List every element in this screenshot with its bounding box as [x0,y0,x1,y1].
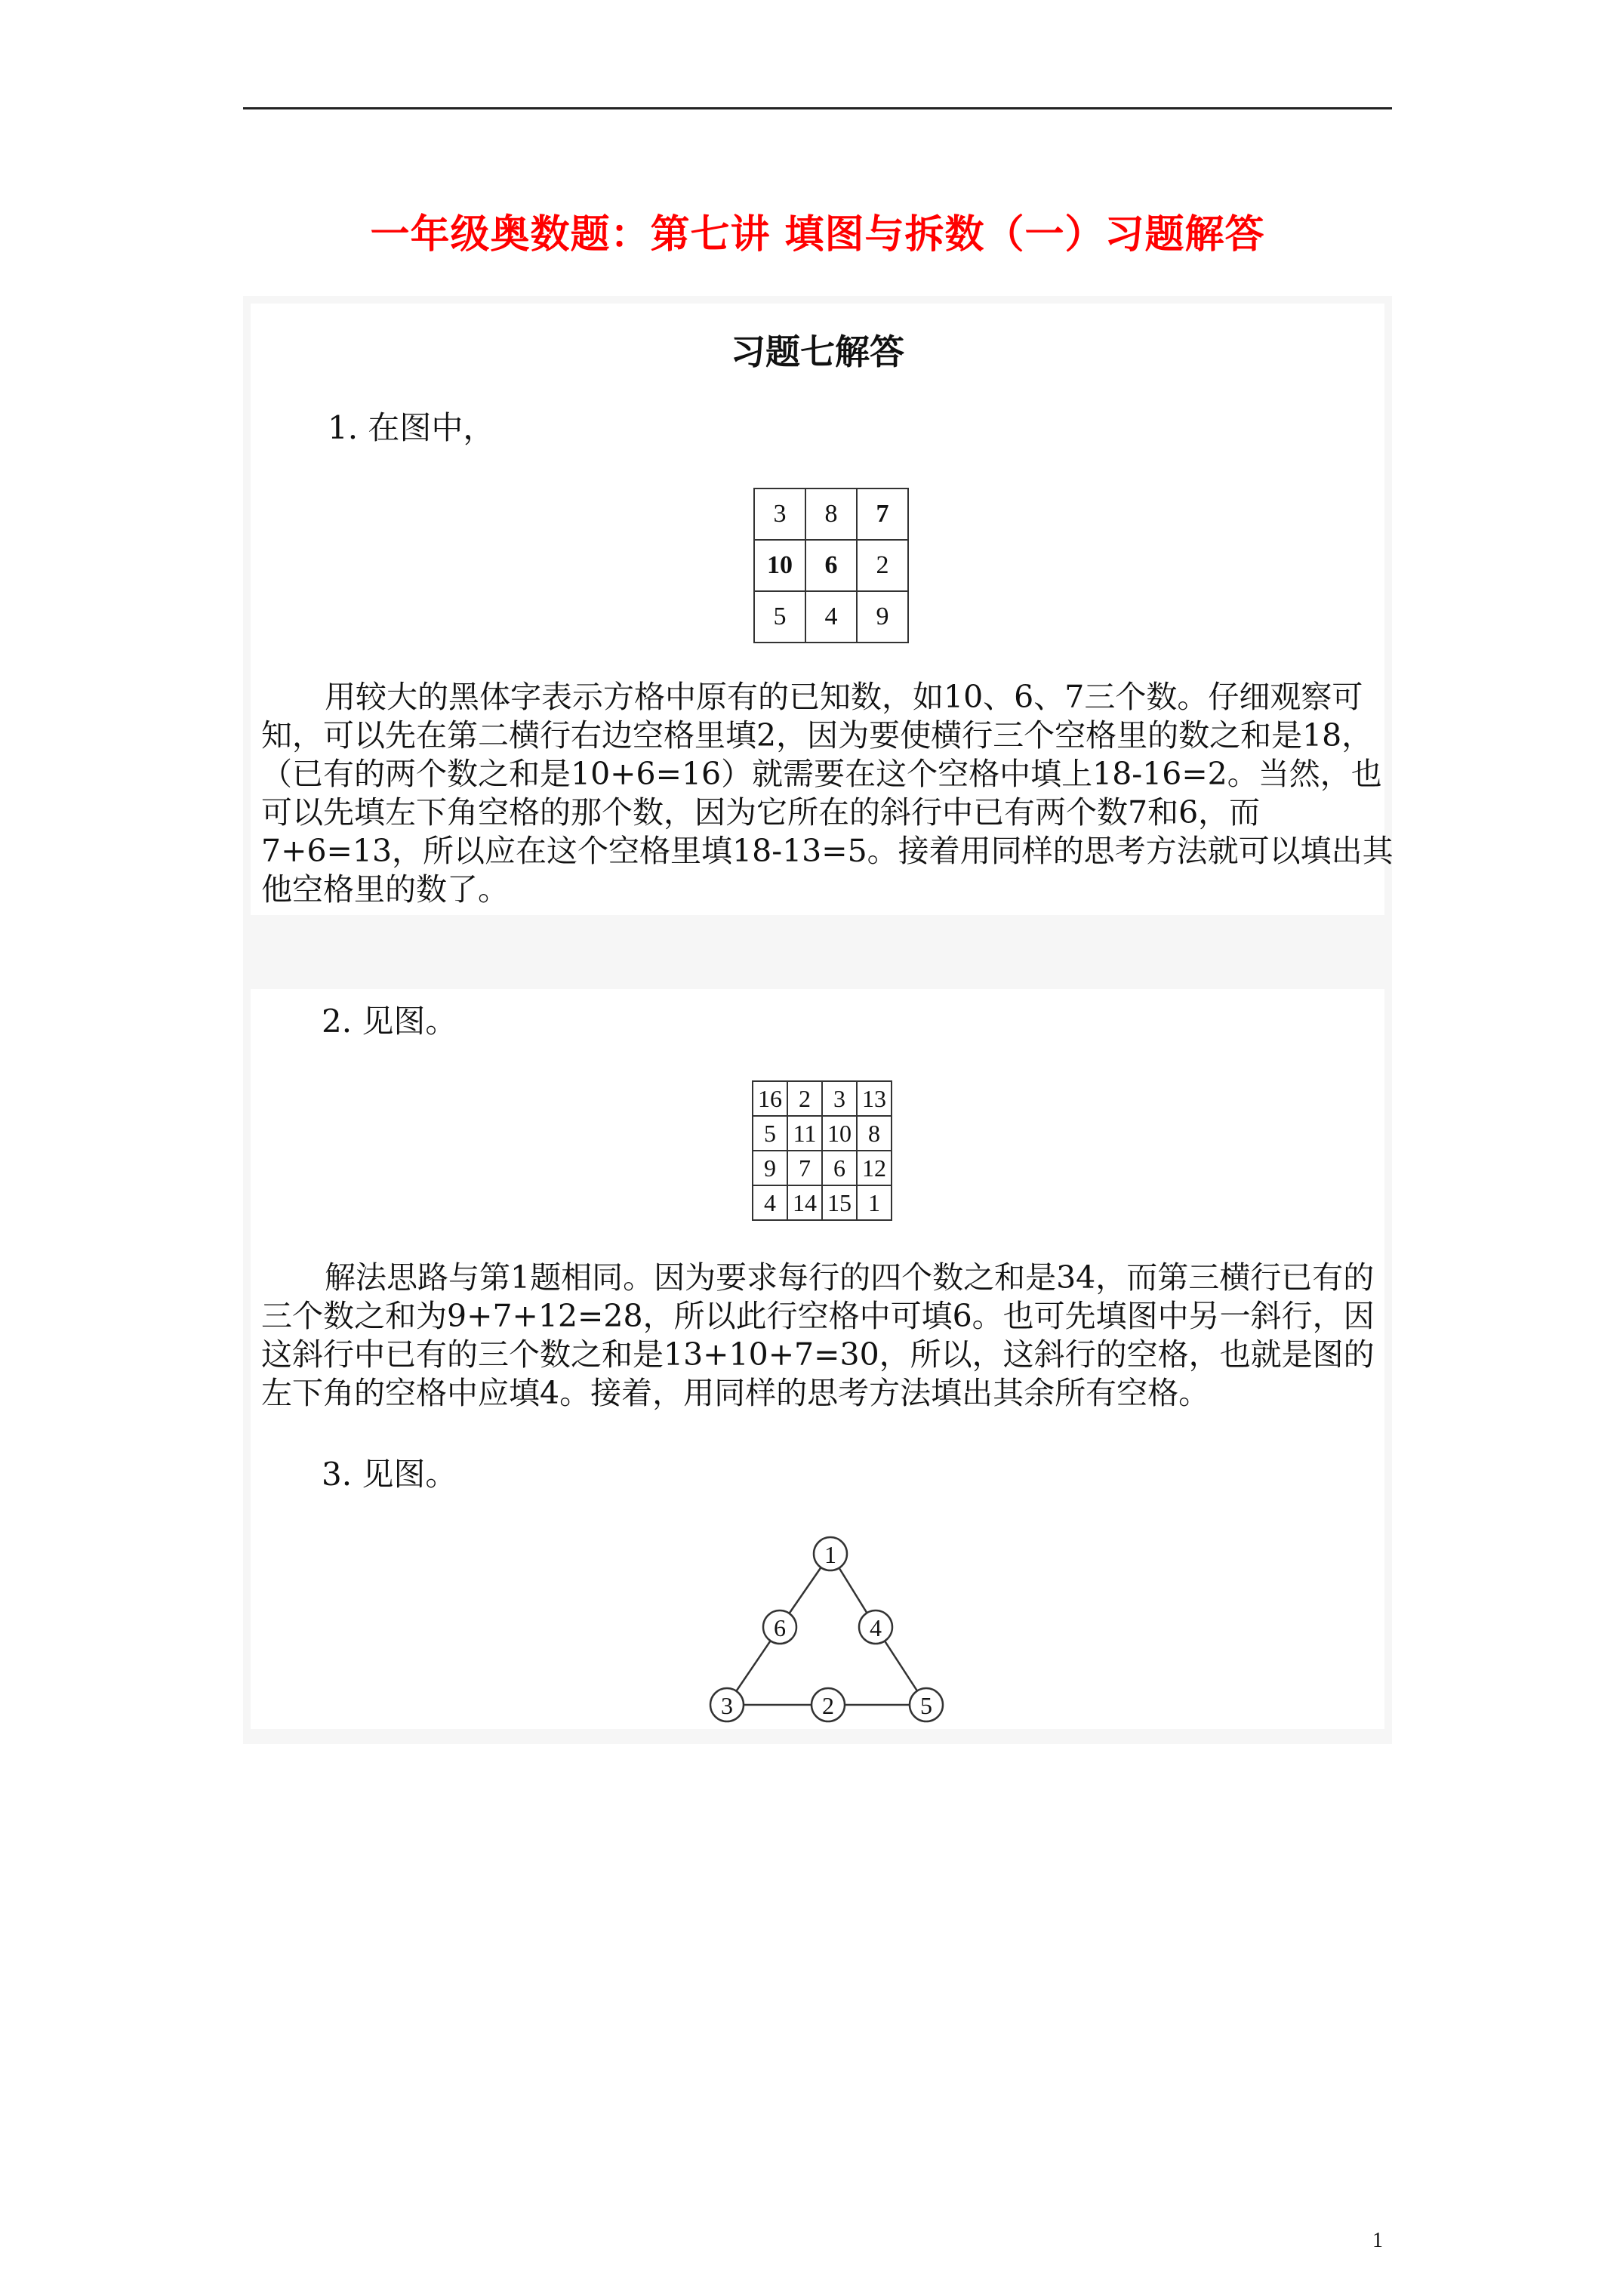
grid-cell: 8 [805,488,857,540]
problem-2-explanation: 解法思路与第1题相同。因为要求每行的四个数之和是34，而第三横行已有的三个数之和为9+7+12=28，所以此行空格中可填6。也可先填图中另一斜行，因这斜行中已有的三个数之和是13+10+7=30，所以，这斜行的空格，也就是图的左下角的空格中应填4。接着，用同样的思考方法填出其余所有空格。 [261,1259,1375,1411]
triangle-value-left-mid: 6 [774,1614,786,1641]
grid-cell: 7 [787,1151,822,1185]
page-number: 1 [1372,2229,1383,2252]
problem-1-label: 1. 在图中， [328,409,495,446]
grid-cell: 13 [857,1081,892,1116]
triangle-value-right-mid: 4 [870,1614,882,1641]
document-title: 一年级奥数题：第七讲 填图与拆数（一）习题解答 [370,211,1265,257]
triangle-value-bottom-right: 5 [920,1692,932,1719]
grid-cell-known: 7 [857,488,908,540]
grid-cell: 10 [822,1116,857,1151]
grid-cell: 8 [857,1116,892,1151]
grid-cell: 15 [822,1185,857,1220]
grid-cell-known: 10 [754,540,805,591]
grid-cell: 2 [857,540,908,591]
grid-cell: 12 [857,1151,892,1185]
grid-cell: 1 [857,1185,892,1220]
grid-cell: 4 [805,591,857,643]
triangle-value-bottom-left: 3 [721,1692,733,1719]
grid-cell-known: 6 [805,540,857,591]
grid-cell: 5 [753,1116,787,1151]
section-title: 习题七解答 [731,331,904,372]
triangle-value-bottom-mid: 2 [822,1692,834,1719]
grid-cell: 14 [787,1185,822,1220]
problem-2-label: 2. 见图。 [322,1003,457,1040]
problem-1-explanation: 用较大的黑体字表示方格中原有的已知数，如10、6、7三个数。仔细观察可知，可以先在第二横行右边空格里填2，因为要使横行三个空格里的数之和是18，（已有的两个数之和是10+6=16）就需要在这个空格中填上18-16=2。当然，也可以先填左下角空格的那个数，因为它所在的斜行中已有两个数7和6，而7+6=13，所以应在这个空格里填18-13=5。接着用同样的思考方法就可以填出其他空格里的数了。 [261,679,1394,908]
problem-3-label: 3. 见图。 [322,1456,457,1493]
grid-cell: 9 [753,1151,787,1185]
grid-cell: 5 [754,591,805,643]
grid-cell: 4 [753,1185,787,1220]
triangle-value-top: 1 [824,1541,836,1568]
grid-cell: 2 [787,1081,822,1116]
grid-cell: 16 [753,1081,787,1116]
grid-cell: 3 [754,488,805,540]
grid-cell: 11 [787,1116,822,1151]
grid-cell: 6 [822,1151,857,1185]
grid-cell: 3 [822,1081,857,1116]
grid-cell: 9 [857,591,908,643]
